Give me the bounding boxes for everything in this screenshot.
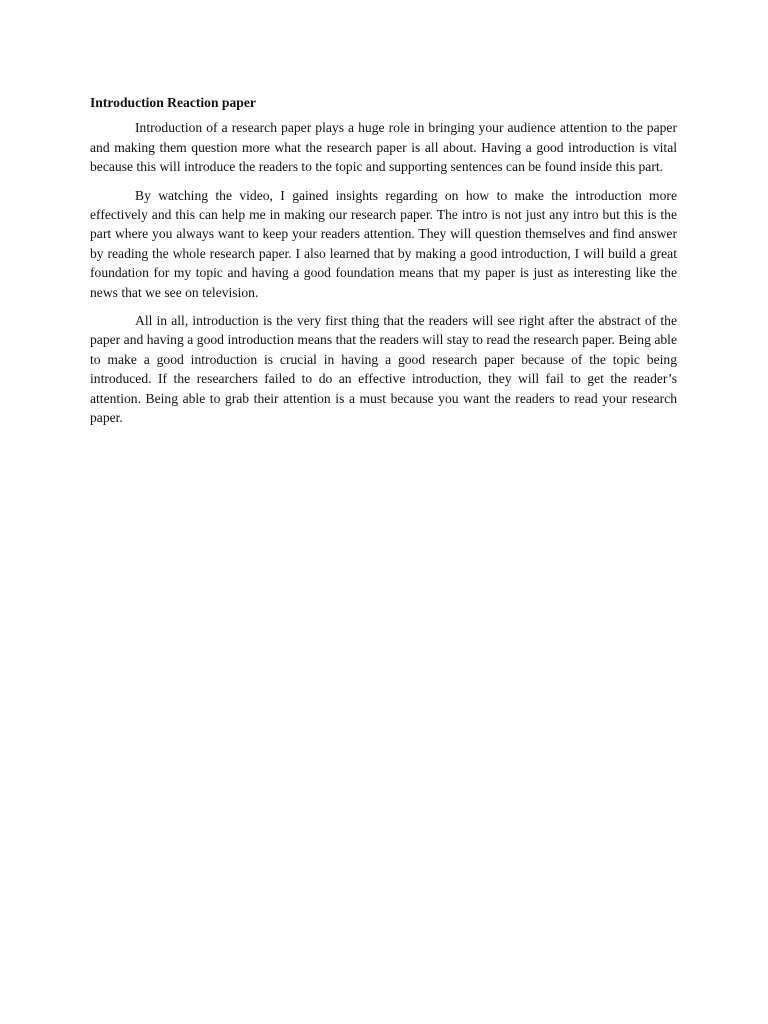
paragraph-1: Introduction of a research paper plays a huge role in bringing your audience attention to the paper and making them question more what the research paper is all about. Having a good introduction is vital because this will introduce the readers to the topic and supporting sentences can be found inside this part. <box>90 120 677 175</box>
paragraph-3: All in all, introduction is the very first thing that the readers will see right after the abstract of the paper and having a good introduction means that the readers will stay to read the research paper. Being able to make a good introduction is crucial in having a good research paper because of the topic being introduced. If the researchers failed to do an effective introduction, they will fail to get the reader’s attention. Being able to grab their attention is a must because you want the readers to read your research paper. <box>90 313 677 426</box>
document-body <box>90 93 677 437</box>
paragraph-2: By watching the video, I gained insights regarding on how to make the introduction more effectively and this can help me in making our research paper. The intro is not just any intro but this is the part where you always want to keep your readers attention. They will question themselves and find answer by reading the whole research paper. I also learned that by making a good introduction, I will build a great foundation for my topic and having a good foundation means that my paper is just as interesting like the news that we see on television. <box>90 187 677 300</box>
document-title: Introduction Reaction paper <box>90 95 256 110</box>
